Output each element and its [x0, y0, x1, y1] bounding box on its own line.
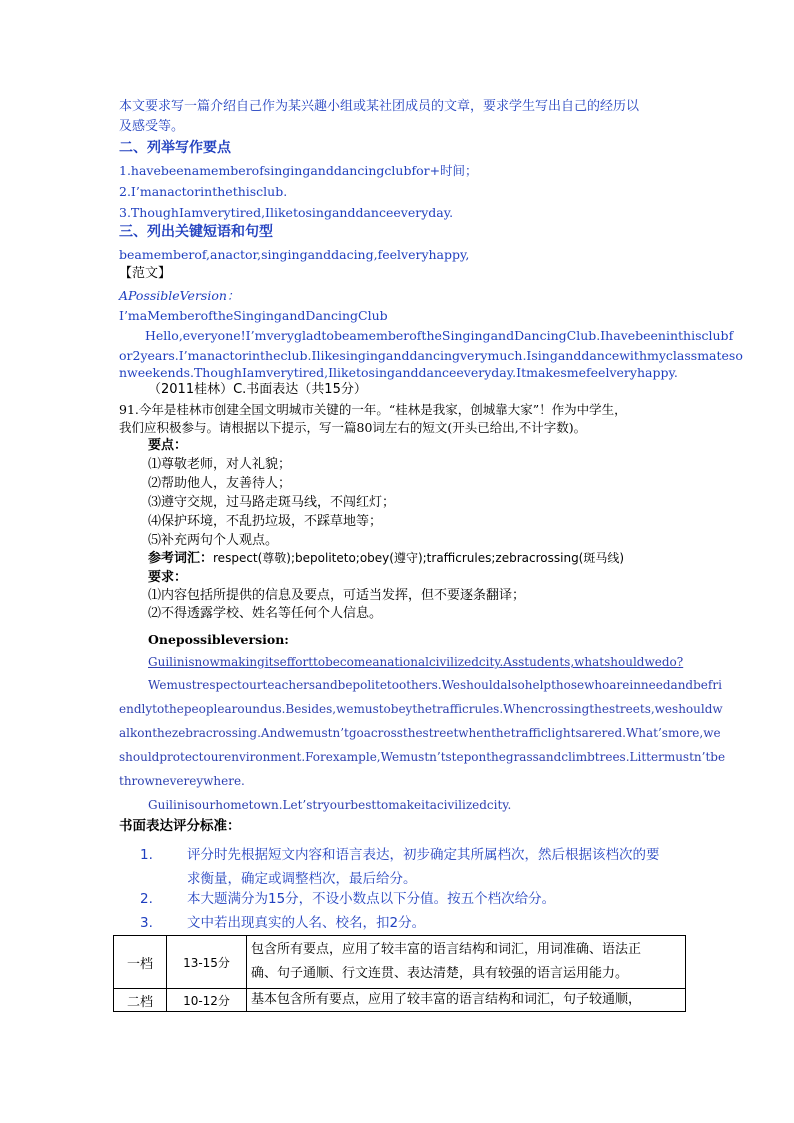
vocab-label: 参考词汇： [148, 551, 214, 566]
intro-line-2: 及感受等。 [119, 119, 185, 134]
rule-1-line-1: 评分时先根据短文内容和语言表达，初步确定其所属档次，然后根据该档次的要 [187, 847, 660, 863]
sample-title: I’maMemberoftheSingingandDancingClub [119, 308, 388, 323]
requirement-2: ⑵不得透露学校、姓名等任何个人信息。 [148, 606, 383, 621]
task-point-3: ⑶遵守交规，过马路走斑马线，不闯红灯； [148, 495, 396, 510]
grading-table [113, 935, 686, 1012]
one-possible-version-label: Onepossibleversion: [148, 632, 289, 647]
points-label: 要点： [148, 438, 188, 453]
possible-version-label: APossibleVersion： [119, 288, 240, 303]
description-cell [247, 989, 686, 1012]
essay-line-1: Wemustrespectourteachersandbepolitetoothers.Weshouldalsohelpthosewhoareinneedandbefri [148, 678, 722, 692]
essay-line-4: shouldprotectourenvironment.Forexample,Wemustn’tsteponthegrassandclimbtrees.Littermustn’tbe [119, 750, 726, 764]
sample-line-2: or2years.I’manactorintheclub.Ilikesinginganddancingverymuch.Isinganddancewithmyclassmateso [119, 348, 743, 363]
description-line: 基本包含所有要点，应用了较丰富的语言结构和词汇，句子较通顺， [251, 992, 642, 1007]
task-point-2: ⑵帮助他人，友善待人； [148, 476, 292, 491]
rule-2-line-1: 本大题满分为15分，不设小数点以下分值。按五个档次给分。 [187, 891, 556, 907]
rule-3-number: 3. [140, 915, 153, 931]
sample-line-1: Hello,everyone!I’mverygladtobeamemberoftheSingingandDancingClub.Ihavebeeninthisclubf [145, 328, 734, 343]
essay-first-line: Guilinisnowmakingitsefforttobecomeanationalcivilizedcity.Asstudents,whatshouldwedo? [148, 655, 684, 669]
task-header: （2011桂林）C.书面表达（共15分） [148, 382, 367, 397]
vocab-line [148, 550, 624, 567]
requirement-1: ⑴内容包括所提供的信息及要点，可适当发挥，但不要逐条翻译； [148, 588, 526, 603]
rule-1-number: 1. [140, 847, 153, 863]
key-phrases: beamemberof,anactor,singinganddacing,feelveryhappy, [119, 247, 470, 262]
section-heading-points: 二、列举写作要点 [119, 140, 231, 156]
sample-line-3: nweekends.ThoughIamverytired,Iliketosinganddanceeveryday.Itmakesmefeelveryhappy. [119, 365, 678, 380]
score-cell: 10-12分 [167, 989, 247, 1012]
essay-line-3: alkonthezebracrossing.Andwemustn’tgoacrossthestreetwhenthetrafficlightsarered.What’smore,we [119, 726, 721, 740]
vocab-list: respect(尊敬);bepoliteto;obey(遵守);trafficrules;zebracrossing(斑马线) [213, 551, 625, 565]
rule-1-line-2: 求衡量，确定或调整档次，最后给分。 [187, 871, 417, 887]
intro-line-1: 本文要求写一篇介绍自己作为某兴趣小组或某社团成员的文章，要求学生写出自己的经历以 [119, 99, 640, 114]
description-cell [247, 936, 686, 989]
essay-line-5: thrownevereywhere. [119, 774, 245, 788]
grading-heading: 书面表达评分标准： [119, 818, 241, 834]
point-2: 2.I’manactorinthethisclub. [119, 184, 288, 199]
point-3: 3.ThoughIamverytired,Iliketosinganddanceeveryday. [119, 205, 454, 220]
essay-line-2: endlytothepeoplearoundus.Besides,wemustobeythetrafficrules.Whencrossingthestreets,weshouldw [119, 702, 723, 716]
sample-label: 【范文】 [119, 266, 172, 281]
essay-closing: Guilinisourhometown.Let’stryourbesttomakeitacivilizedcity. [148, 798, 512, 812]
requirements-label: 要求： [148, 570, 188, 585]
task-prompt-1: 91.今年是桂林市创建全国文明城市关键的一年。“桂林是我家，创城靠大家”！作为中学生， [119, 402, 627, 417]
task-point-4: ⑷保护环境，不乱扔垃圾，不踩草地等； [148, 514, 383, 529]
score-cell: 13-15分 [167, 936, 247, 989]
table-row [114, 936, 686, 989]
task-point-5: ⑸补充两句个人观点。 [148, 533, 279, 548]
grade-cell: 二档 [114, 989, 167, 1012]
rule-2-number: 2. [140, 891, 153, 907]
description-line: 包含所有要点，应用了较丰富的语言结构和词汇，用词准确、语法正 [251, 942, 642, 957]
task-prompt-2: 我们应积极参与。请根据以下提示，写一篇80词左右的短文(开头已给出,不计字数)。 [119, 420, 587, 435]
grade-cell: 一档 [114, 936, 167, 989]
task-point-1: ⑴尊敬老师，对人礼貌； [148, 457, 292, 472]
description-line: 确、句子通顺、行文连贯、表达清楚，具有较强的语言运用能力。 [251, 966, 629, 981]
rule-3-line-1: 文中若出现真实的人名、校名，扣2分。 [187, 915, 426, 931]
point-1: 1.havebeenamemberofsinginganddancingclubfor+时间； [119, 163, 478, 178]
table-row [114, 989, 686, 1012]
section-heading-phrases: 三、列出关键短语和句型 [119, 224, 273, 240]
